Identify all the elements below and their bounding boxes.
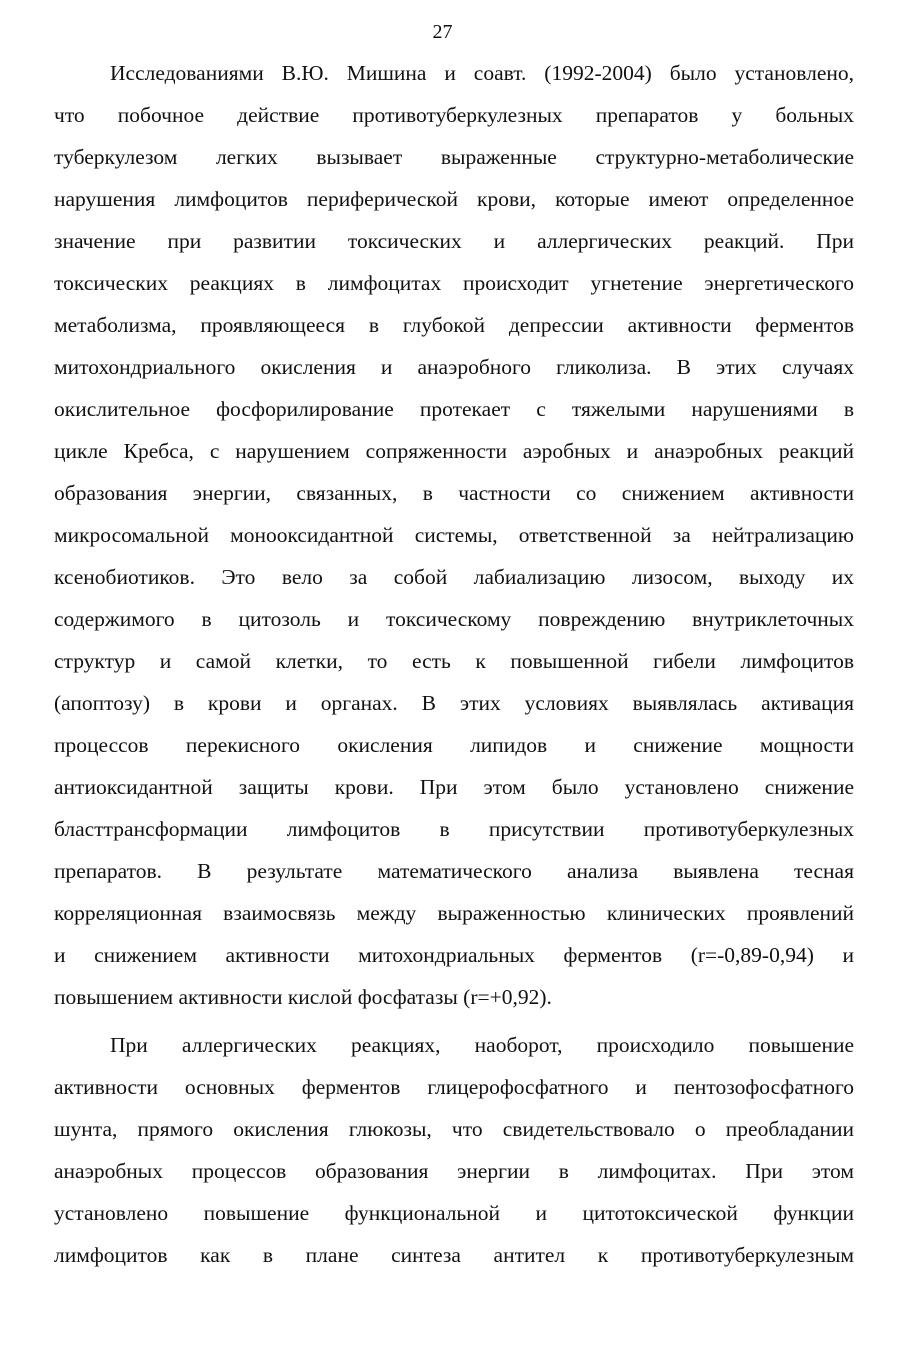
text-line: митохондриального окисления и анаэробного гликолиза. В этих случаях [54, 355, 854, 379]
text-line: антиоксидантной защиты крови. При этом было установлено снижение [54, 775, 854, 799]
text-line: структур и самой клетки, то есть к повышенной гибели лимфоцитов [54, 649, 854, 673]
text-line: образования энергии, связанных, в частности со снижением активности [54, 481, 854, 505]
text-line: микросомальной монооксидантной системы, ответственной за нейтрализацию [54, 523, 854, 547]
text-line: ксенобиотиков. Это вело за собой лабиализацию лизосом, выходу их [54, 565, 854, 589]
text-line: корреляционная взаимосвязь между выраженностью клинических проявлений [54, 901, 854, 925]
text-line: цикле Кребса, с нарушением сопряженности аэробных и анаэробных реакций [54, 439, 854, 463]
text-line: Исследованиями В.Ю. Мишина и соавт. (1992-2004) было установлено, [110, 61, 854, 85]
text-line: что побочное действие противотуберкулезных препаратов у больных [54, 103, 854, 127]
text-line: и снижением активности митохондриальных ферментов (r=-0,89-0,94) и [54, 943, 854, 967]
text-line: анаэробных процессов образования энергии в лимфоцитах. При этом [54, 1159, 854, 1183]
text-line: активности основных ферментов глицерофосфатного и пентозофосфатного [54, 1075, 854, 1099]
text-line: бласттрансформации лимфоцитов в присутствии противотуберкулезных [54, 817, 854, 841]
text-line: При аллергических реакциях, наоборот, происходило повышение [110, 1033, 854, 1057]
text-line: лимфоцитов как в плане синтеза антител к противотуберкулезным [54, 1243, 854, 1267]
text-line: токсических реакциях в лимфоцитах происходит угнетение энергетического [54, 271, 854, 295]
text-line: установлено повышение функциональной и цитотоксической функции [54, 1201, 854, 1225]
text-line: окислительное фосфорилирование протекает с тяжелыми нарушениями в [54, 397, 854, 421]
text-line: содержимого в цитозоль и токсическому повреждению внутриклеточных [54, 607, 854, 631]
text-line: шунта, прямого окисления глюкозы, что свидетельствовало о преобладании [54, 1117, 854, 1141]
text-line: (апоптозу) в крови и органах. В этих условиях выявлялась активация [54, 691, 854, 715]
text-line: повышением активности кислой фосфатазы (r=+0,92). [54, 985, 552, 1009]
text-line: туберкулезом легких вызывает выраженные структурно-метаболические [54, 145, 854, 169]
text-line: препаратов. В результате математического анализа выявлена тесная [54, 859, 854, 883]
text-line: метаболизма, проявляющееся в глубокой депрессии активности ферментов [54, 313, 854, 337]
text-line: нарушения лимфоцитов периферической крови, которые имеют определенное [54, 187, 854, 211]
paragraph-2 [54, 1024, 854, 1276]
page-number: 27 [432, 21, 453, 43]
text-line: значение при развитии токсических и аллергических реакций. При [54, 229, 854, 253]
text-line: процессов перекисного окисления липидов и снижение мощности [54, 733, 854, 757]
paragraph-1 [54, 52, 854, 1018]
